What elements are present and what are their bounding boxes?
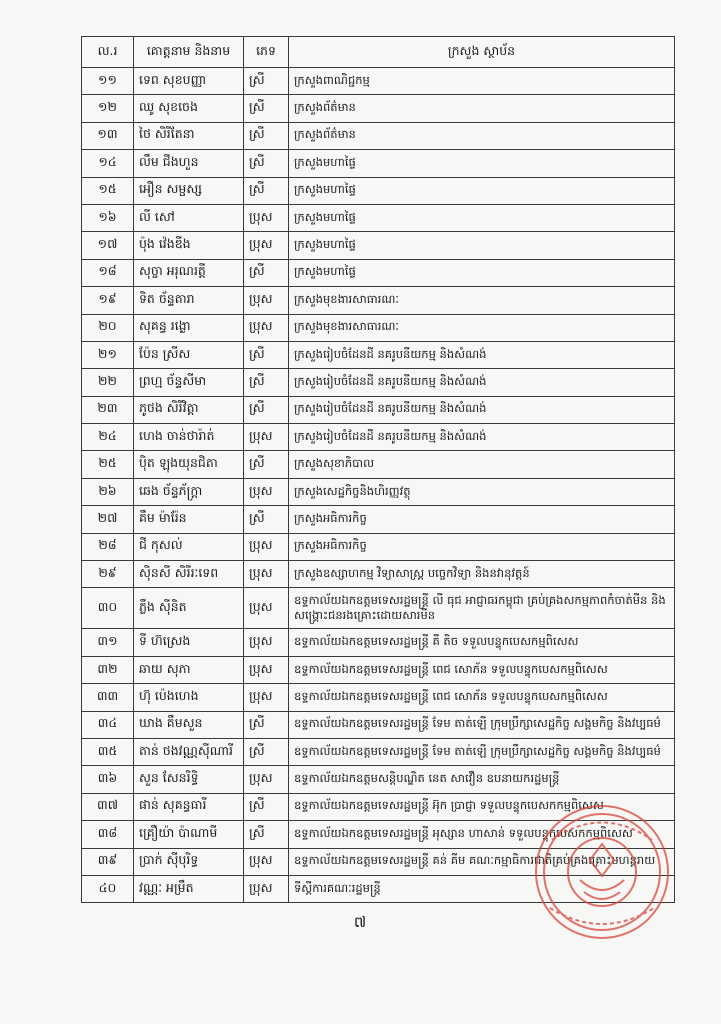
row-institution: ឧទ្ទកាល័យឯកឧត្តមទេសរដ្ឋមន្ត្រី ទែម តាត់ឡើ ក្រុមប្រឹក្សាសេដ្ឋកិច្ច សង្គមកិច្ច និងវប្បធម៌ (289, 711, 675, 738)
row-number: ៣៥ (82, 738, 134, 765)
table-row (82, 68, 675, 95)
row-number: ២៨ (82, 533, 134, 560)
row-sex: ប្រុស (244, 287, 289, 314)
row-institution: ក្រសួងឧស្សាហកម្ម វិទ្យាសាស្ត្រ បច្ចេកវិទ្យា និងនវានុវត្តន៍ (289, 561, 675, 588)
row-institution: ឧទ្ទកាល័យឯកឧត្តមទេសរដ្ឋមន្ត្រី អ៊ុក ប្រាជ្ញា ទទួលបន្ទុកបេសកកម្មពិសេស (289, 793, 675, 820)
row-name: គឹម ម៉ារ៉ែន (134, 506, 244, 533)
row-name: ហេង ចាន់ថារ៉ាត់ (134, 424, 244, 451)
row-institution: ក្រសួងរៀបចំដែនដី នគរូបនីយកម្ម និងសំណង់ (289, 396, 675, 423)
row-number: ៣០ (82, 588, 134, 629)
row-sex: ប្រុស (244, 588, 289, 629)
row-institution: ក្រសួងពាណិជ្ជកម្ម (289, 68, 675, 95)
table-row (82, 766, 675, 793)
row-sex: ស្រី (244, 341, 289, 368)
row-number: ១២ (82, 95, 134, 122)
row-name: លឹម ជីងហួន (134, 150, 244, 177)
header-name: គោត្តនាម និងនាម (134, 37, 244, 68)
row-sex: ប្រុស (244, 656, 289, 683)
row-name: ទី ហ៊ស្រេង (134, 629, 244, 656)
table-row (82, 204, 675, 231)
page-number: ៧ (353, 913, 367, 931)
row-number: ២១ (82, 341, 134, 368)
row-name: ឃាង គឹមសួន (134, 711, 244, 738)
row-name: សុគន្ធ រង្ងោ (134, 314, 244, 341)
row-institution: ក្រសួងអធិការកិច្ច (289, 506, 675, 533)
row-name: គ្រឿយ៉ា ប៉ាណាមី (134, 821, 244, 848)
row-sex: ស្រី (244, 259, 289, 286)
table-row (82, 424, 675, 451)
row-sex: ប្រុស (244, 684, 289, 711)
table-row (82, 341, 675, 368)
row-institution: ឧទ្ទកាល័យឯកឧត្តមទេសរដ្ឋមន្ត្រី ទែម តាត់ឡើ ក្រុមប្រឹក្សាសេដ្ឋកិច្ច សង្គមកិច្ច និងវប្បធម៌ (289, 738, 675, 765)
row-sex: ស្រី (244, 451, 289, 478)
table-row (82, 588, 675, 629)
row-number: ២៦ (82, 478, 134, 505)
row-name: ផាន់ សុគន្ធធារី (134, 793, 244, 820)
row-name: ប៉ែន ស្រីស (134, 341, 244, 368)
row-institution: ឧទ្ទកាល័យឯកឧត្តមទេសរដ្ឋមន្ត្រី លី ធុជ អាជ្ញាធរកម្ពុជា គ្រប់គ្រងសកម្មភាពកំចាត់មីន និងសង្គ្រោះជនរងគ្រោះដោយសារមីន (289, 588, 675, 629)
header-sex: ភេទ (244, 37, 289, 68)
row-number: ២៧ (82, 506, 134, 533)
row-institution: ក្រសួងព័ត៌មាន (289, 122, 675, 149)
row-name: ឆាយ សុភា (134, 656, 244, 683)
row-sex: ប្រុស (244, 314, 289, 341)
row-sex: ប្រុស (244, 478, 289, 505)
row-number: ២២ (82, 369, 134, 396)
row-sex: ស្រី (244, 396, 289, 423)
row-institution: ឧទ្ទកាល័យឯកឧត្តមទេសរដ្ឋមន្ត្រី ពេជ សោភ័ន ទទួលបន្ទុកបេសកម្មពិសេស (289, 684, 675, 711)
table-row (82, 314, 675, 341)
table-row (82, 287, 675, 314)
table-row (82, 848, 675, 875)
row-sex: ស្រី (244, 821, 289, 848)
row-name: សួន សែនរិទ្ធិ (134, 766, 244, 793)
row-sex: ស្រី (244, 506, 289, 533)
row-institution: ក្រសួងអធិការកិច្ច (289, 533, 675, 560)
table-row (82, 561, 675, 588)
row-number: ១៦ (82, 204, 134, 231)
row-sex: ប្រុស (244, 424, 289, 451)
row-institution: ក្រសួងមហាផ្ទៃ (289, 177, 675, 204)
row-name: ភ្លឹង ស៊ីនិត (134, 588, 244, 629)
row-number: ២៤ (82, 424, 134, 451)
row-institution: ក្រសួងមហាផ្ទៃ (289, 150, 675, 177)
row-number: ៣៤ (82, 711, 134, 738)
table-row (82, 656, 675, 683)
row-sex: ស្រី (244, 68, 289, 95)
table-header-row (82, 37, 675, 68)
row-number: ៣៩ (82, 848, 134, 875)
row-sex: ប្រុស (244, 848, 289, 875)
row-name: ជី កុសល់ (134, 533, 244, 560)
table-row (82, 95, 675, 122)
table-row (82, 711, 675, 738)
row-name: តាន់ ថងវណ្ណស៊ីណារី (134, 738, 244, 765)
row-name: វណ្ណៈ អម្រឹត (134, 875, 244, 902)
row-sex: ស្រី (244, 369, 289, 396)
table-body (82, 68, 675, 903)
row-name: ទេព សុខបញ្ញា (134, 68, 244, 95)
row-sex: ប្រុស (244, 232, 289, 259)
row-institution: ក្រសួងមុខងារសាធារណៈ (289, 287, 675, 314)
row-number: ២៣ (82, 396, 134, 423)
table-row (82, 684, 675, 711)
row-institution: ក្រសួងមុខងារសាធារណៈ (289, 314, 675, 341)
table-row (82, 478, 675, 505)
table-row (82, 177, 675, 204)
row-institution: ក្រសួងរៀបចំដែនដី នគរូបនីយកម្ម និងសំណង់ (289, 424, 675, 451)
row-institution: ក្រសួងសុខាភិបាល (289, 451, 675, 478)
header-number: ល.រ (82, 37, 134, 68)
row-number: ១៣ (82, 122, 134, 149)
table-row (82, 369, 675, 396)
row-name: សុច្ចា អរុណរត្តី (134, 259, 244, 286)
row-name: ភូថង សិរីវិត្តា (134, 396, 244, 423)
row-name: ឈូ សុខចេង (134, 95, 244, 122)
row-name: អឿន សម្ផស្ស (134, 177, 244, 204)
row-number: ២០ (82, 314, 134, 341)
row-number: ៣៦ (82, 766, 134, 793)
row-sex: ស្រី (244, 793, 289, 820)
row-sex: ស្រី (244, 711, 289, 738)
row-name: ព្រហ្ម ច័ន្ទសីមា (134, 369, 244, 396)
row-institution: ក្រសួងសេដ្ឋកិច្ចនិងហិរញ្ញវត្ថុ (289, 478, 675, 505)
row-number: ២៥ (82, 451, 134, 478)
header-institution: ក្រសួង ស្ថាប័ន (289, 37, 675, 68)
table-row (82, 232, 675, 259)
table-row (82, 629, 675, 656)
table-row (82, 396, 675, 423)
row-sex: ស្រី (244, 95, 289, 122)
row-name: ប៉ុង វ៉េងឌីង (134, 232, 244, 259)
row-institution: ឧទ្ទកាល័យឯកឧត្តមទេសរដ្ឋមន្ត្រី ពេជ សោភ័ន ទទួលបន្ទុកបេសកម្មពិសេស (289, 656, 675, 683)
row-number: ៣៨ (82, 821, 134, 848)
table-row (82, 506, 675, 533)
row-number: ១៥ (82, 177, 134, 204)
table-row (82, 533, 675, 560)
table-row (82, 875, 675, 902)
row-number: ១៩ (82, 287, 134, 314)
row-name: ថៃ សិរីតែនា (134, 122, 244, 149)
row-institution: ក្រសួងរៀបចំដែនដី នគរូបនីយកម្ម និងសំណង់ (289, 369, 675, 396)
row-sex: ប្រុស (244, 629, 289, 656)
row-number: ១៧ (82, 232, 134, 259)
table-row (82, 738, 675, 765)
row-sex: ប្រុស (244, 533, 289, 560)
table-row (82, 821, 675, 848)
row-institution: ក្រសួងមហាផ្ទៃ (289, 259, 675, 286)
row-name: ឆេង ច័ន្ទភ័ក្ត្រា (134, 478, 244, 505)
table-row (82, 793, 675, 820)
row-number: ៣១ (82, 629, 134, 656)
row-name: ហ៊ុ ប៉េងហេង (134, 684, 244, 711)
table-row (82, 259, 675, 286)
row-institution: ឧទ្ទកាល័យឯកឧត្តមទេសរដ្ឋមន្ត្រី គន់ គីម គណៈកម្មាធិការជាតិគ្រប់គ្រងគ្រោះមហន្តរាយ (289, 848, 675, 875)
personnel-table (81, 36, 675, 903)
row-sex: ប្រុស (244, 204, 289, 231)
table-row (82, 451, 675, 478)
row-institution: ក្រសួងមហាផ្ទៃ (289, 204, 675, 231)
row-sex: ប្រុស (244, 875, 289, 902)
row-institution: ទីស្តីការគណៈរដ្ឋមន្ត្រី (289, 875, 675, 902)
table-row (82, 122, 675, 149)
row-number: ៤០ (82, 875, 134, 902)
row-number: ៣២ (82, 656, 134, 683)
row-name: លី សៅ (134, 204, 244, 231)
row-institution: ក្រសួងរៀបចំដែនដី នគរូបនីយកម្ម និងសំណង់ (289, 341, 675, 368)
row-sex: ស្រី (244, 177, 289, 204)
row-number: ៣៣ (82, 684, 134, 711)
row-institution: ឧទ្ទកាល័យឯកឧត្តមទេសរដ្ឋមន្ត្រី គី តិច ទទួលបន្ទុកបេសកម្មពិសេស (289, 629, 675, 656)
row-name: ស៊ិនសី សិរីរៈទេព (134, 561, 244, 588)
row-sex: ស្រី (244, 738, 289, 765)
row-name: ប៉ិត ឡុងយុនជិតា (134, 451, 244, 478)
row-institution: ក្រសួងព័ត៌មាន (289, 95, 675, 122)
row-number: ១១ (82, 68, 134, 95)
row-sex: ប្រុស (244, 766, 289, 793)
row-number: ១៤ (82, 150, 134, 177)
row-name: ទិត ច័ន្ទតារា (134, 287, 244, 314)
row-number: ២៩ (82, 561, 134, 588)
row-institution: ឧទ្ទកាល័យឯកឧត្តមទេសរដ្ឋមន្ត្រី អុស្សាន ហាសាន់ ទទួលបន្ទុកបេសកកម្មពិសេស (289, 821, 675, 848)
row-number: ៣៧ (82, 793, 134, 820)
row-institution: ឧទ្ទកាល័យឯកឧត្តមសន្តិបណ្ឌិត នេត សាវឿន ឧបនាយករដ្ឋមន្ត្រី (289, 766, 675, 793)
row-number: ១៨ (82, 259, 134, 286)
row-sex: ស្រី (244, 150, 289, 177)
row-institution: ក្រសួងមហាផ្ទៃ (289, 232, 675, 259)
table-row (82, 150, 675, 177)
row-name: ប្រាក់ ស៊ីបុរិទ្ធ (134, 848, 244, 875)
row-sex: ស្រី (244, 122, 289, 149)
row-sex: ប្រុស (244, 561, 289, 588)
